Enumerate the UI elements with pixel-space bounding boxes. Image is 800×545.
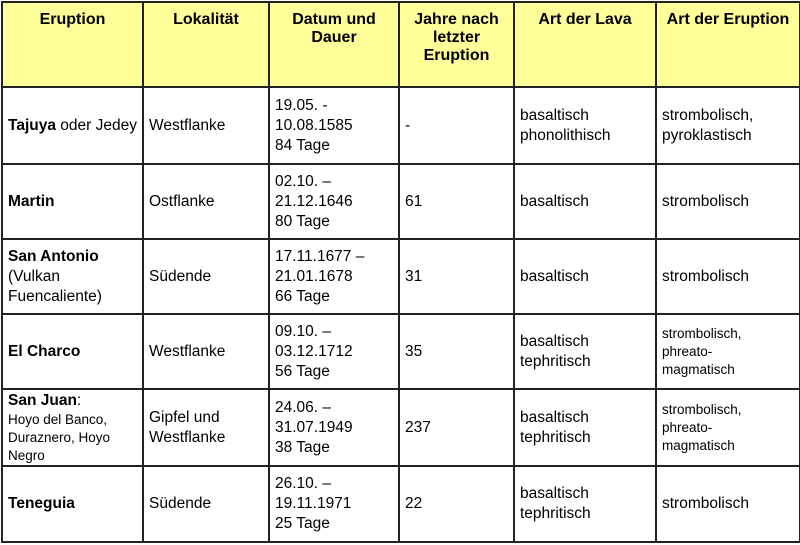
eruption-name: San Juan [8, 391, 77, 409]
table-row [2, 164, 800, 239]
location-cell: Gipfel und Westflanke [143, 389, 269, 466]
lava-cell [514, 466, 656, 542]
type-line: strombolisch, [662, 325, 742, 341]
date-end: 31.07.1949 [275, 418, 353, 436]
type-line: strombolisch, [662, 401, 742, 417]
table-row [2, 239, 800, 314]
lava-line: basaltisch [520, 408, 589, 426]
type-line: pyroklastisch [662, 126, 752, 144]
lava-cell: basaltisch [514, 239, 656, 314]
date-end: 10.08.1585 [275, 116, 353, 134]
date-cell [269, 87, 399, 164]
eruption-cell [2, 389, 143, 466]
years-cell: - [399, 87, 514, 164]
header-years: Jahre nach letzter Eruption [399, 2, 514, 87]
duration: 66 Tage [275, 287, 330, 305]
duration: 25 Tage [275, 515, 330, 532]
type-line: phreato- [662, 343, 713, 359]
lava-cell: basaltisch [514, 164, 656, 239]
type-cell [656, 87, 800, 164]
type-cell: strombolisch [656, 164, 800, 239]
type-line: strombolisch, [662, 106, 754, 124]
date-start: 24.06. – [275, 398, 332, 416]
date-end: 21.12.1646 [275, 192, 353, 210]
table-row [2, 87, 800, 164]
table-row [2, 389, 800, 466]
location-cell: Westflanke [143, 314, 269, 389]
eruption-name: El Charco [8, 342, 81, 360]
type-cell: strombolisch [656, 466, 800, 542]
date-cell [269, 164, 399, 239]
date-end: 21.01.1678 [275, 267, 353, 285]
lava-cell [514, 87, 656, 164]
eruption-cell [2, 164, 143, 239]
lava-cell [514, 314, 656, 389]
years-cell: 31 [399, 239, 514, 314]
eruption-name-suffix: oder Jedey [55, 116, 137, 134]
eruption-cell [2, 239, 143, 314]
location-cell: Südende [143, 239, 269, 314]
years-cell: 35 [399, 314, 514, 389]
lava-line: basaltisch [520, 485, 589, 502]
date-cell [269, 239, 399, 314]
duration: 56 Tage [275, 362, 330, 380]
date-end: 03.12.1712 [275, 342, 353, 360]
type-cell [656, 314, 800, 389]
location-cell: Ostflanke [143, 164, 269, 239]
lava-line: basaltisch [520, 106, 589, 124]
lava-line: tephritisch [520, 505, 591, 522]
years-cell: 61 [399, 164, 514, 239]
date-end: 19.11.1971 [275, 495, 352, 512]
eruption-name-suffix: : [76, 391, 82, 409]
eruption-name: San Antonio [8, 247, 99, 265]
type-line: magmatisch [662, 361, 735, 377]
location-cell: Westflanke [143, 87, 269, 164]
lava-line: phonolithisch [520, 126, 611, 144]
duration: 38 Tage [275, 438, 330, 456]
date-start: 02.10. – [275, 172, 332, 190]
date-start: 17.11.1677 – [275, 247, 365, 265]
eruption-name-extra: (Vulkan Fuencaliente) [8, 267, 102, 305]
type-line: magmatisch [662, 437, 735, 453]
type-line: phreato- [662, 419, 713, 435]
lava-line: tephritisch [520, 428, 591, 446]
date-cell [269, 466, 399, 542]
type-cell [656, 389, 800, 466]
header-eruption-type: Art der Eruption [656, 2, 800, 87]
date-start: 09.10. – [275, 322, 332, 340]
eruption-name-extra: Hoyo del Banco, Duraznero, Hoyo Negro [8, 411, 111, 463]
header-lava: Art der Lava [514, 2, 656, 87]
header-eruption: Eruption [2, 2, 143, 87]
eruption-name: Martin [8, 192, 55, 210]
table-row [2, 314, 800, 389]
years-cell: 237 [399, 389, 514, 466]
duration: 80 Tage [275, 212, 330, 230]
type-cell: strombolisch [656, 239, 800, 314]
eruption-name: Tajuya [8, 116, 56, 134]
eruption-name: Teneguia [8, 495, 75, 512]
years-cell: 22 [399, 466, 514, 542]
location-cell: Südende [143, 466, 269, 542]
table-row [2, 466, 800, 542]
date-start: 19.05. - [275, 96, 328, 114]
date-cell [269, 314, 399, 389]
eruption-cell [2, 314, 143, 389]
eruption-cell [2, 87, 143, 164]
duration: 84 Tage [275, 136, 330, 154]
lava-cell [514, 389, 656, 466]
header-date: Datum und Dauer [269, 2, 399, 87]
date-start: 26.10. – [275, 475, 332, 492]
date-cell [269, 389, 399, 466]
lava-line: basaltisch [520, 332, 589, 350]
header-location: Lokalität [143, 2, 269, 87]
eruption-cell [2, 466, 143, 542]
lava-line: tephritisch [520, 352, 591, 370]
eruptions-table [1, 1, 800, 543]
header-row [2, 2, 800, 87]
